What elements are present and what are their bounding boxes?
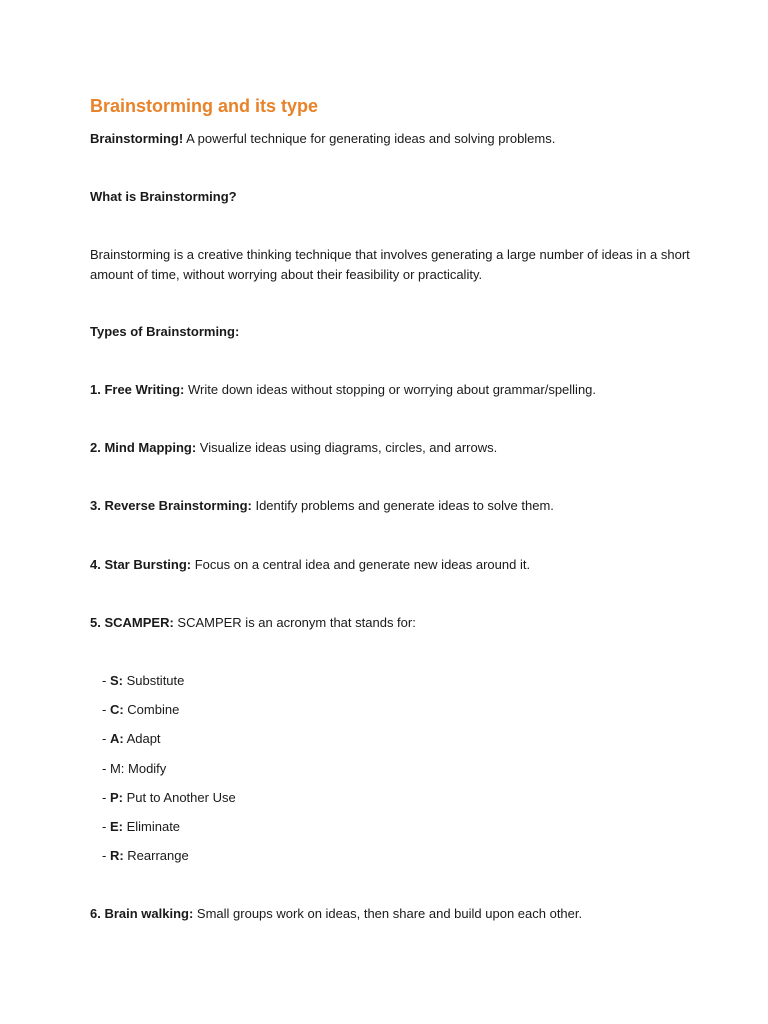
type-item-text: Focus on a central idea and generate new ideas around it. [191, 557, 531, 572]
scamper-dash: - [102, 819, 110, 834]
type-item-label: 1. Free Writing: [90, 382, 185, 397]
what-heading [90, 187, 690, 207]
scamper-letter: P: [109, 790, 123, 805]
scamper-word: Put to Another Use [122, 790, 236, 805]
scamper-item [102, 729, 161, 749]
scamper-word: Adapt [123, 731, 161, 746]
definition-paragraph: Brainstorming is a creative thinking technique that involves generating a large number of ideas in a short amount of time, without worrying about their feasibility or practicality. [90, 247, 690, 282]
type-item-text: Small groups work on ideas, then share and build upon each other. [193, 906, 583, 921]
type-item [90, 613, 690, 633]
scamper-item [102, 759, 166, 779]
what-heading-text: What is Brainstorming? [90, 189, 237, 204]
types-heading [90, 322, 690, 342]
scamper-item [102, 788, 236, 808]
scamper-dash: - [102, 848, 110, 863]
type-item-label: 6. Brain walking: [90, 906, 194, 921]
scamper-letter: R: [109, 848, 124, 863]
type-item-text: SCAMPER is an acronym that stands for: [173, 615, 416, 630]
scamper-word: Substitute [122, 673, 185, 688]
scamper-dash: - [102, 790, 110, 805]
type-item [90, 496, 690, 516]
type-item [90, 380, 690, 400]
scamper-item [102, 700, 179, 720]
scamper-item [102, 671, 184, 691]
intro-paragraph [90, 129, 690, 149]
type-item-label: 5. SCAMPER: [90, 615, 174, 630]
scamper-item [102, 846, 189, 866]
scamper-dash: - [102, 702, 110, 717]
type-item-label: 3. Reverse Brainstorming: [90, 498, 252, 513]
type-item [90, 904, 690, 924]
scamper-letter: E: [109, 819, 123, 834]
scamper-letter: A: [109, 731, 124, 746]
type-item-text: Visualize ideas using diagrams, circles, and arrows. [196, 440, 498, 455]
page-title: Brainstorming and its type [90, 96, 319, 116]
intro-lead: Brainstorming! [90, 131, 184, 146]
scamper-dash: - [102, 673, 110, 688]
scamper-dash: - [102, 761, 110, 776]
scamper-dash: - [102, 731, 110, 746]
type-item [90, 555, 690, 575]
type-item-label: 4. Star Bursting: [90, 557, 192, 572]
scamper-word: Combine [123, 702, 180, 717]
scamper-item [102, 817, 180, 837]
scamper-word: M: Modify [109, 761, 167, 776]
scamper-letter: C: [109, 702, 124, 717]
scamper-word: Rearrange [123, 848, 189, 863]
types-heading-text: Types of Brainstorming: [90, 324, 240, 339]
intro-text: A powerful technique for generating ideas and solving problems. [183, 131, 556, 146]
type-item [90, 438, 690, 458]
scamper-letter: S: [109, 673, 123, 688]
type-item-text: Write down ideas without stopping or worrying about grammar/spelling. [184, 382, 597, 397]
scamper-word: Eliminate [122, 819, 181, 834]
type-item-label: 2. Mind Mapping: [90, 440, 197, 455]
type-item-text: Identify problems and generate ideas to solve them. [251, 498, 554, 513]
